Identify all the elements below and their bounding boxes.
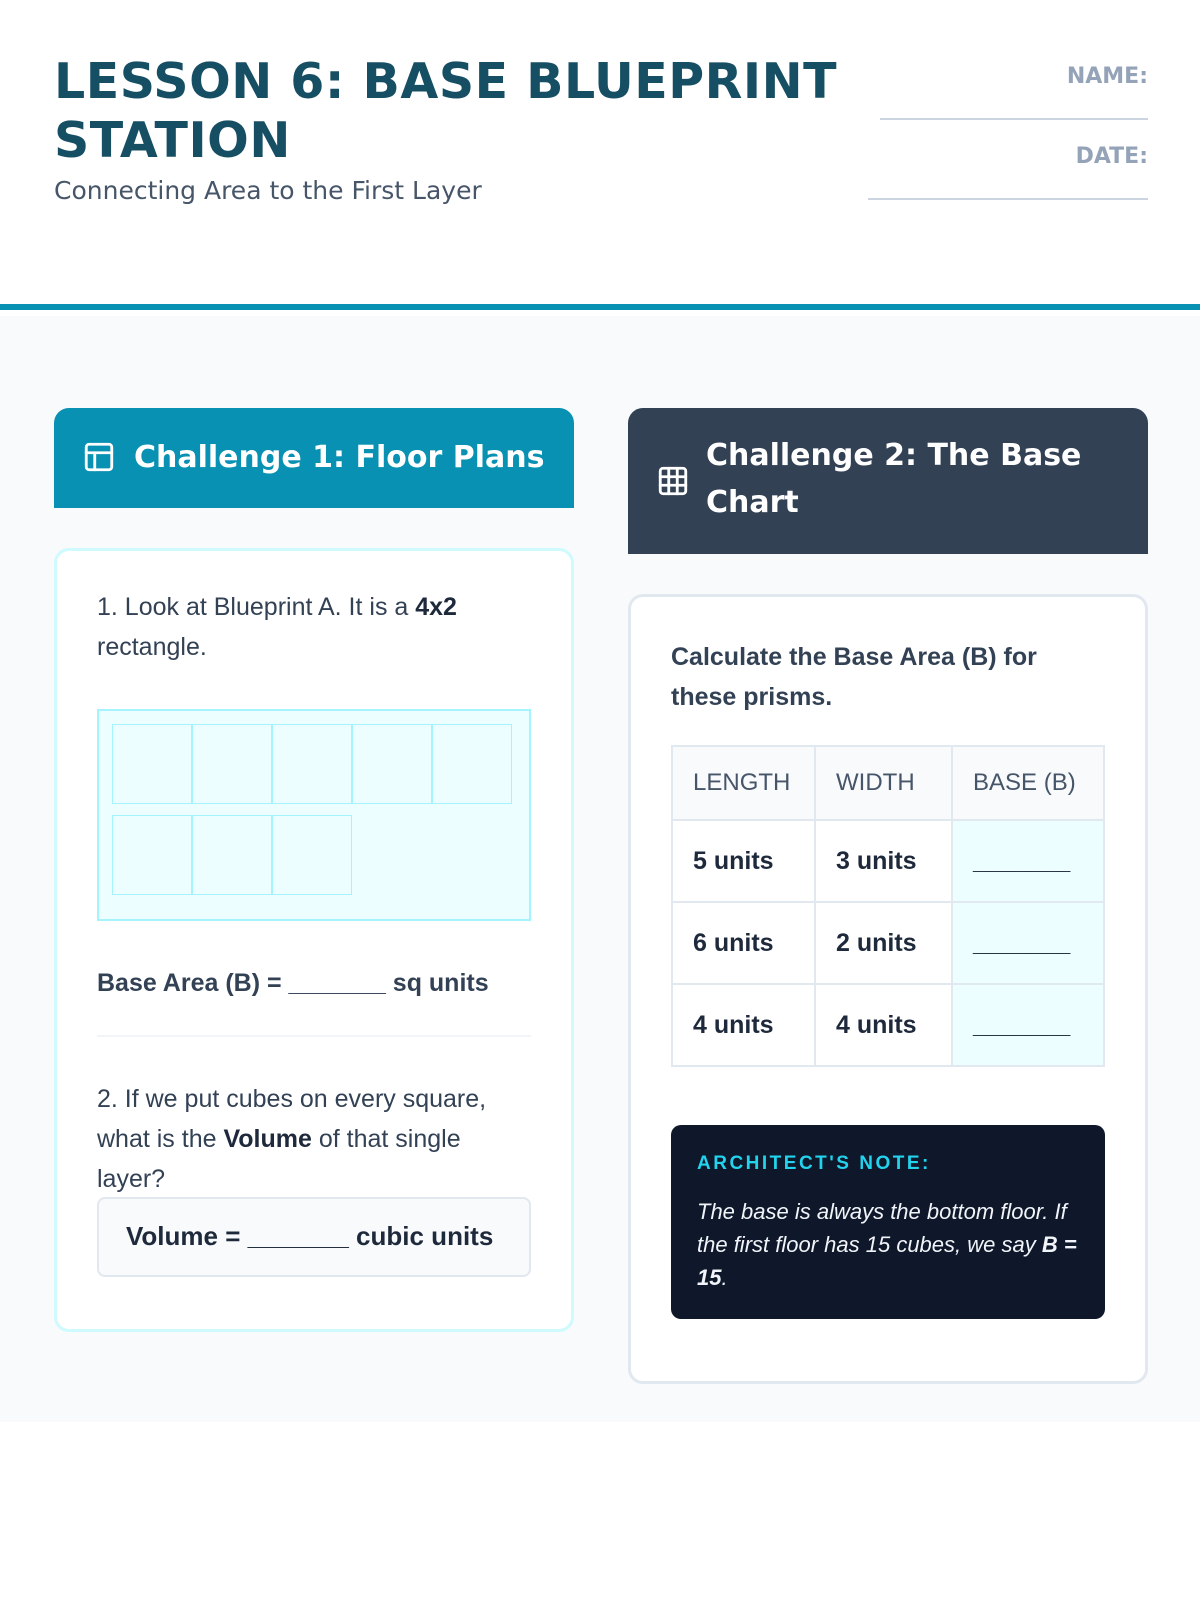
base-area-answer[interactable]: Base Area (B) = _______ sq units xyxy=(97,969,489,997)
grid-square xyxy=(112,724,192,804)
page-subtitle: Connecting Area to the First Layer xyxy=(54,176,482,205)
note-body: The base is always the bottom floor. If the first floor has 15 cubes, we say xyxy=(697,1199,1067,1257)
challenge1-title: Challenge 1: Floor Plans xyxy=(134,440,545,475)
worksheet-header xyxy=(0,0,1200,310)
note-formula: B = 15 xyxy=(697,1232,1077,1290)
note-title: ARCHITECT'S NOTE: xyxy=(697,1153,931,1174)
base-answer-cell[interactable]: _______ xyxy=(952,984,1104,1066)
width-cell: 4 units xyxy=(815,984,952,1066)
page-title: LESSON 6: BASE BLUEPRINT STATION xyxy=(54,53,838,169)
question-2 xyxy=(97,1079,527,1199)
base-area-table xyxy=(671,745,1105,1067)
table-icon xyxy=(656,464,690,512)
table-row xyxy=(672,902,1104,984)
challenge1-panel xyxy=(54,548,574,1332)
question-1-dimensions: 4x2 xyxy=(415,593,457,621)
challenge2-title: Challenge 2: The Base Chart xyxy=(706,438,1082,520)
date-label: DATE: xyxy=(1075,144,1148,169)
divider xyxy=(97,1035,531,1037)
table-row xyxy=(672,820,1104,902)
column-header: BASE (B) xyxy=(952,746,1104,820)
question-2-keyword: Volume xyxy=(223,1125,312,1153)
challenge1-header xyxy=(54,408,574,508)
length-cell: 5 units xyxy=(672,820,815,902)
architects-note xyxy=(671,1125,1105,1319)
base-answer-cell[interactable]: _______ xyxy=(952,820,1104,902)
date-field[interactable] xyxy=(868,198,1148,200)
grid-square xyxy=(432,724,512,804)
column-header: WIDTH xyxy=(815,746,952,820)
table-row xyxy=(672,984,1104,1066)
layout-icon xyxy=(82,440,116,488)
table-header-row xyxy=(672,746,1104,820)
base-answer-cell[interactable]: _______ xyxy=(952,902,1104,984)
grid-square xyxy=(352,724,432,804)
grid-square xyxy=(192,724,272,804)
name-label: NAME: xyxy=(1066,64,1148,89)
grid-square xyxy=(272,815,352,895)
worksheet-body xyxy=(0,316,1200,1422)
volume-answer-box[interactable]: Volume = _______ cubic units xyxy=(97,1197,531,1277)
challenge2-panel xyxy=(628,594,1148,1384)
table-instruction: Calculate the Base Area (B) for these prisms. xyxy=(671,643,1037,711)
question-1 xyxy=(97,587,517,667)
challenge2-header xyxy=(628,408,1148,554)
grid-square xyxy=(112,815,192,895)
column-header: LENGTH xyxy=(672,746,815,820)
length-cell: 4 units xyxy=(672,984,815,1066)
question-1-text: 1. Look at Blueprint A. It is a xyxy=(97,593,416,621)
note-text xyxy=(697,1195,1079,1294)
question-2-text: 2. If we put cubes on every square, what is the xyxy=(97,1085,487,1153)
width-cell: 3 units xyxy=(815,820,952,902)
length-cell: 6 units xyxy=(672,902,815,984)
note-end: . xyxy=(721,1265,728,1290)
grid-square xyxy=(192,815,272,895)
question-1-text-end: rectangle. xyxy=(97,633,207,661)
width-cell: 2 units xyxy=(815,902,952,984)
question-2-text-end: of that single layer? xyxy=(97,1125,461,1193)
grid-square xyxy=(272,724,352,804)
blueprint-grid xyxy=(97,709,531,921)
name-field[interactable] xyxy=(880,118,1148,120)
